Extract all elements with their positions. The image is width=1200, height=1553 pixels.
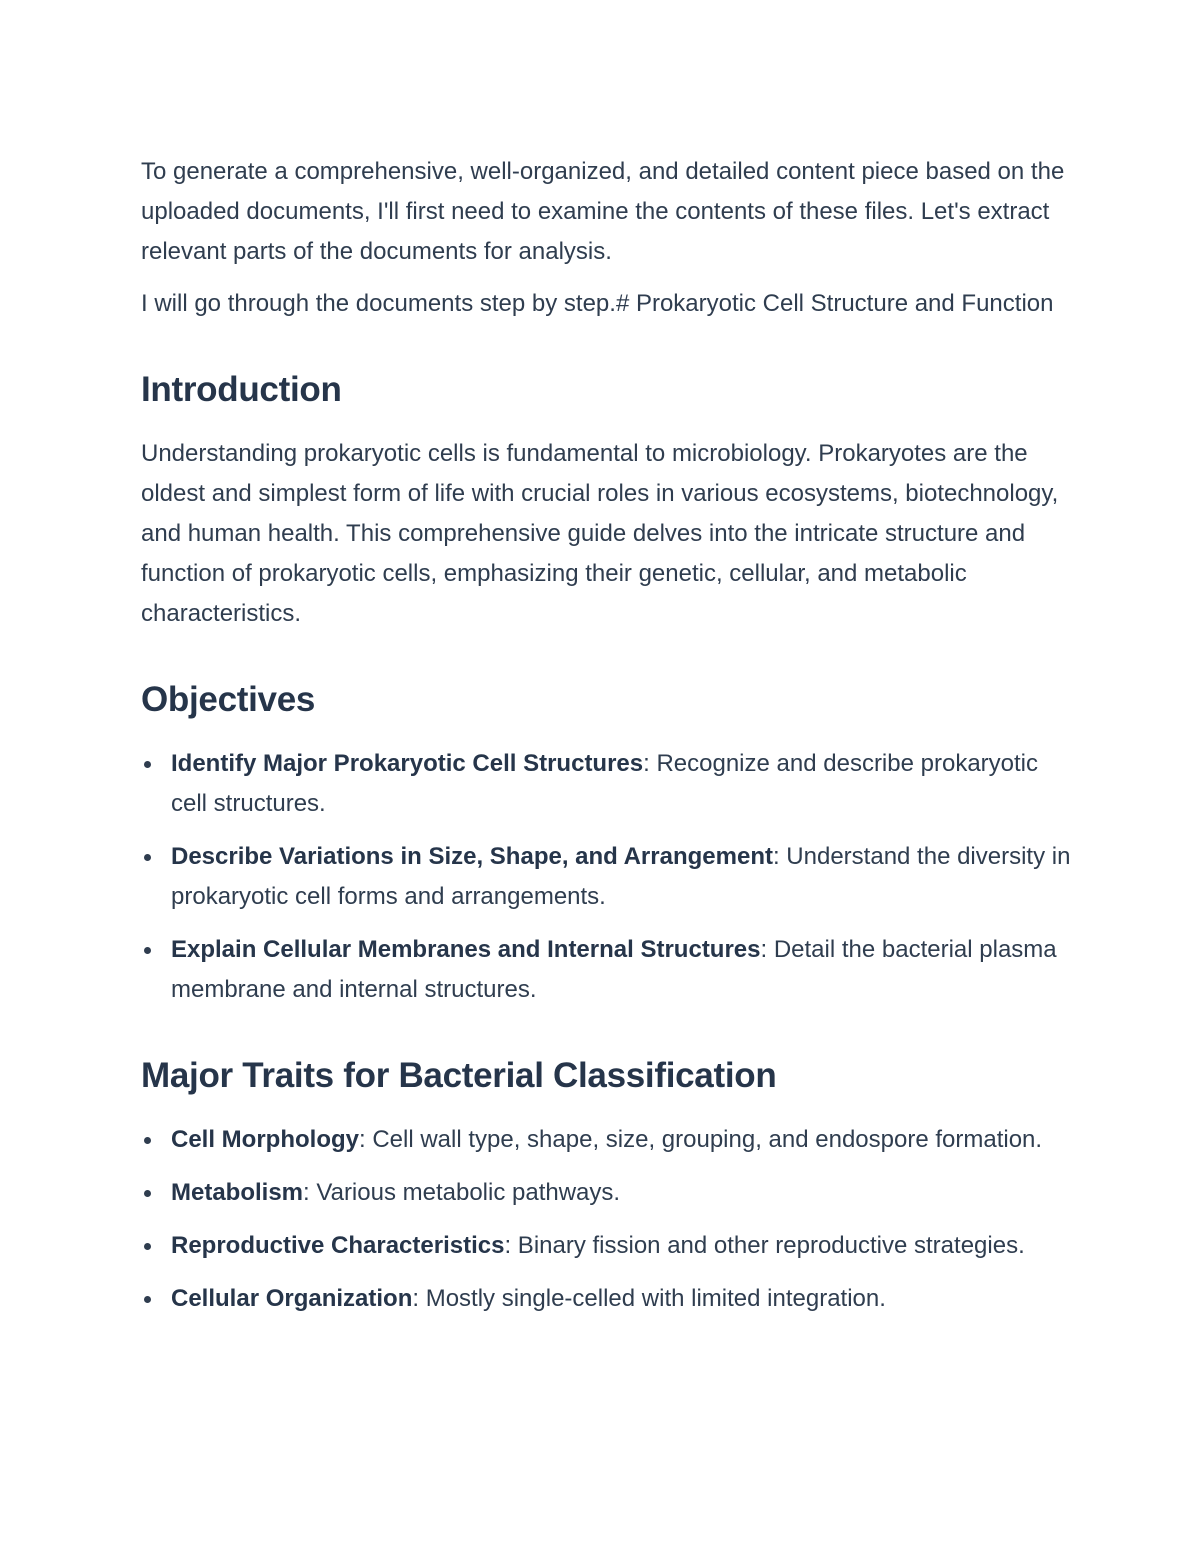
list-item-term: Explain Cellular Membranes and Internal Structures <box>171 936 761 963</box>
list-item-desc: : Understand the diversity in prokaryotic cell forms and arrangements. <box>171 843 1071 910</box>
objectives-list <box>141 744 1071 1010</box>
list-item <box>141 837 1071 917</box>
list-item <box>141 1279 1071 1319</box>
list-item-term: Metabolism <box>171 1179 304 1206</box>
list-item-desc: : Various metabolic pathways. <box>303 1179 621 1206</box>
list-item <box>141 744 1071 824</box>
list-item-desc: : Cell wall type, shape, size, grouping, and endospore formation. <box>359 1126 1043 1153</box>
document-page <box>141 152 1071 1332</box>
list-item-desc: : Binary fission and other reproductive strategies. <box>504 1232 1025 1259</box>
list-item-term: Cellular Organization <box>171 1285 413 1312</box>
list-item-term: Describe Variations in Size, Shape, and Arrangement <box>171 843 773 870</box>
list-item-desc: : Mostly single-celled with limited integration. <box>412 1285 886 1312</box>
list-item <box>141 1173 1071 1213</box>
list-item-term: Cell Morphology <box>171 1126 359 1153</box>
intro-paragraph: I will go through the documents step by step.# Prokaryotic Cell Structure and Function <box>141 290 1054 317</box>
list-item-term: Identify Major Prokaryotic Cell Structures <box>171 750 644 777</box>
introduction-body: Understanding prokaryotic cells is fundamental to microbiology. Prokaryotes are the oldest and simplest form of life with crucial roles in various ecosystems, biotechnology, and human health. This comprehensive guide delves into the intricate structure and function of prokaryotic cells, emphasizing their genetic, cellular, and metabolic characteristics. <box>141 440 1059 627</box>
traits-heading: Major Traits for Bacterial Classification <box>141 1056 777 1095</box>
intro-paragraph: To generate a comprehensive, well-organized, and detailed content piece based on the uploaded documents, I'll first need to examine the contents of these files. Let's extract relevant parts of the documents for analysis. <box>141 158 1065 265</box>
traits-list <box>141 1120 1071 1319</box>
list-item-desc: : Detail the bacterial plasma membrane and internal structures. <box>171 936 1057 1003</box>
list-item <box>141 930 1071 1010</box>
list-item <box>141 1120 1071 1160</box>
list-item <box>141 1226 1071 1266</box>
introduction-heading: Introduction <box>141 370 342 409</box>
objectives-heading: Objectives <box>141 680 316 719</box>
list-item-term: Reproductive Characteristics <box>171 1232 505 1259</box>
list-item-desc: : Recognize and describe prokaryotic cell structures. <box>171 750 1038 817</box>
